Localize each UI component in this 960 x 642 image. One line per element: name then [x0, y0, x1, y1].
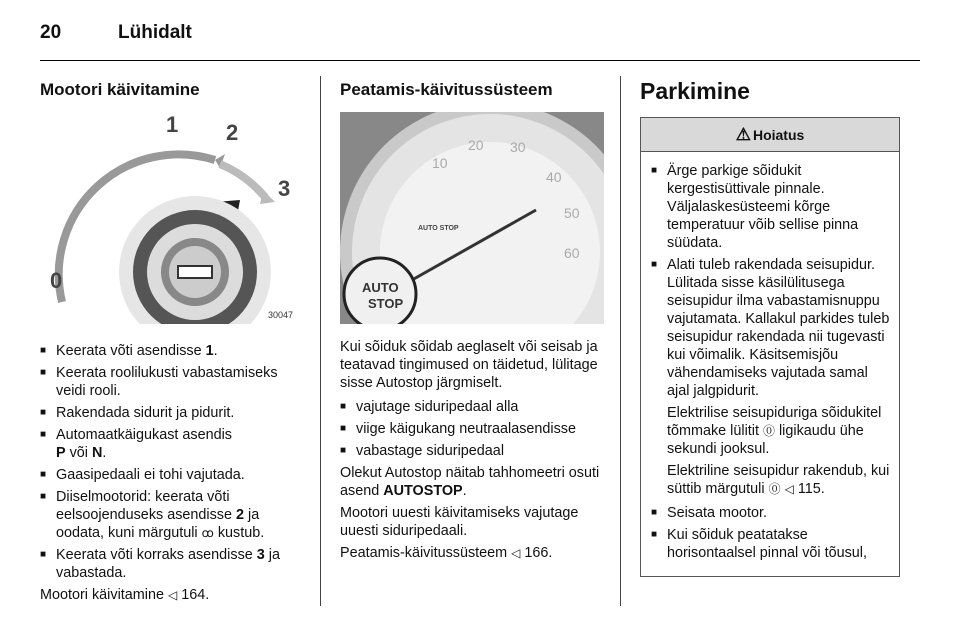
- figure-number: 30047: [268, 310, 294, 320]
- page-header: [40, 22, 920, 62]
- engine-start-column: [40, 72, 304, 608]
- stop-start-steps: [340, 398, 604, 460]
- zoom-label-stop: STOP: [368, 296, 404, 311]
- list-item: ■ Rakendada sidurit ja pidurit.: [40, 404, 304, 422]
- section-title: Lühidalt: [118, 22, 192, 43]
- parking-column: [640, 72, 904, 577]
- tachometer-figure: [340, 112, 604, 324]
- list-item: ■ Keerata võti korraks asendisse 3 ja vabastada.: [40, 546, 304, 582]
- gauge-tick-50: 50: [564, 205, 580, 221]
- list-item: ■ Kui sõiduk peatatakse horisontaalsel pinnal või tõusul,: [651, 526, 891, 562]
- parking-steps: [651, 504, 891, 562]
- gauge-tick-40: 40: [546, 169, 562, 185]
- parking-brake-icon: ⓪: [762, 424, 775, 438]
- restart-text: Mootori uuesti käivitamiseks vajutage uuesti siduripedaali.: [340, 505, 579, 539]
- list-item: ■ viige käigukang neutraalasendisse: [340, 420, 604, 438]
- list-item: ■ Automaatkäigukast asendis P või N.: [40, 426, 304, 462]
- list-item: ■ Gaasipedaali ei tohi vajutada.: [40, 466, 304, 484]
- list-item: ■ Ärge parkige sõidukit kergestisüttivale pinnale. Väljalaskesüsteemi kõrge temperatuur võib sellise pinna süüdata.: [651, 162, 891, 252]
- list-item: ■ Diiselmootorid: keerata võti eelsoojenduseks asendisse 2 ja oodata, kuni märgutuli ꝏ kustub.: [40, 488, 304, 542]
- key-position-label-1: 1: [166, 112, 179, 137]
- key-position-label-3: 3: [278, 176, 291, 201]
- page-ref-arrow-icon: ◁: [167, 588, 178, 602]
- parking-heading: Parkimine: [640, 78, 750, 104]
- ignition-figure: [40, 112, 304, 324]
- list-item: ■ Seisata mootor.: [651, 504, 891, 522]
- warning-title: Hoiatus: [752, 126, 805, 143]
- warning-body: [641, 152, 899, 562]
- parking-brake-icon: ⓪: [768, 482, 781, 496]
- stop-start-heading: Peatamis-käivitussüsteem: [340, 80, 553, 99]
- page-number: 20: [40, 22, 62, 43]
- engine-start-steps: [40, 342, 304, 582]
- list-item: ■ vabastage siduripedaal: [340, 442, 604, 460]
- zoom-label-auto: AUTO: [362, 280, 399, 295]
- header-rule: [40, 60, 920, 61]
- list-item: ■ Keerata roolilukusti vabastamiseks veidi rooli.: [40, 364, 304, 400]
- gauge-tick-10: 10: [432, 155, 448, 171]
- gauge-tick-60: 60: [564, 245, 580, 261]
- gauge-tick-30: 30: [510, 139, 526, 155]
- page-ref-arrow-icon: ◁: [511, 546, 521, 560]
- autostop-indicator-text: Olekut Autostop näitab tahhomeetri osuti asend AUTOSTOP.: [340, 465, 600, 499]
- page-ref-arrow-icon: ◁: [784, 482, 794, 496]
- stop-start-reference: Peatamis-käivitussüsteem ◁ 166.: [340, 545, 553, 561]
- key-position-label-0: 0: [50, 268, 63, 293]
- list-item: ■ Alati tuleb rakendada seisupidur. Lülitada sisse käsilülitusega seisupidur ilma vabastamisnuppu vajutamata. Kallakul parkides tuleb seisupidur rakendada nii tugevasti kui võimalik. Käsitsemisjõu vähendamiseks vajutada samal ajal jalgpidurit.: [651, 256, 891, 400]
- column-divider: [320, 76, 321, 606]
- warning-triangle-icon: ⚠: [735, 124, 751, 144]
- stop-start-column: [340, 72, 604, 566]
- column-divider: [620, 76, 621, 606]
- glow-plug-icon: ꝏ: [201, 526, 214, 540]
- stop-start-intro: Kui sõiduk sõidab aeglaselt või seisab ja teatavad tingimused on täidetud, lülitage sisse Autostop järgmiselt.: [340, 339, 598, 391]
- ignition-key-illustration: [40, 112, 304, 324]
- warning-list: [651, 162, 891, 400]
- electric-brake-text: Elektrilise seisupiduriga sõidukitel tõmmake lülitit ⓪ ligikaudu ühe sekundi jooksul.: [667, 405, 882, 457]
- engine-start-heading: Mootori käivitamine: [40, 80, 200, 99]
- list-item: ■ vajutage siduripedaal alla: [340, 398, 604, 416]
- key-position-label-2: 2: [226, 120, 239, 145]
- gauge-tick-20: 20: [468, 137, 484, 153]
- warning-box: [640, 117, 900, 577]
- list-item: ■ Keerata võti asendisse 1.: [40, 342, 304, 360]
- tachometer-illustration: [340, 112, 604, 324]
- electric-brake-lamp-text: Elektriline seisupidur rakendub, kui süttib märgutuli ⓪ ◁ 115.: [667, 463, 890, 497]
- needle-label: AUTO STOP: [418, 225, 459, 232]
- engine-start-reference: Mootori käivitamine ◁ 164.: [40, 587, 210, 603]
- warning-header: [641, 118, 899, 152]
